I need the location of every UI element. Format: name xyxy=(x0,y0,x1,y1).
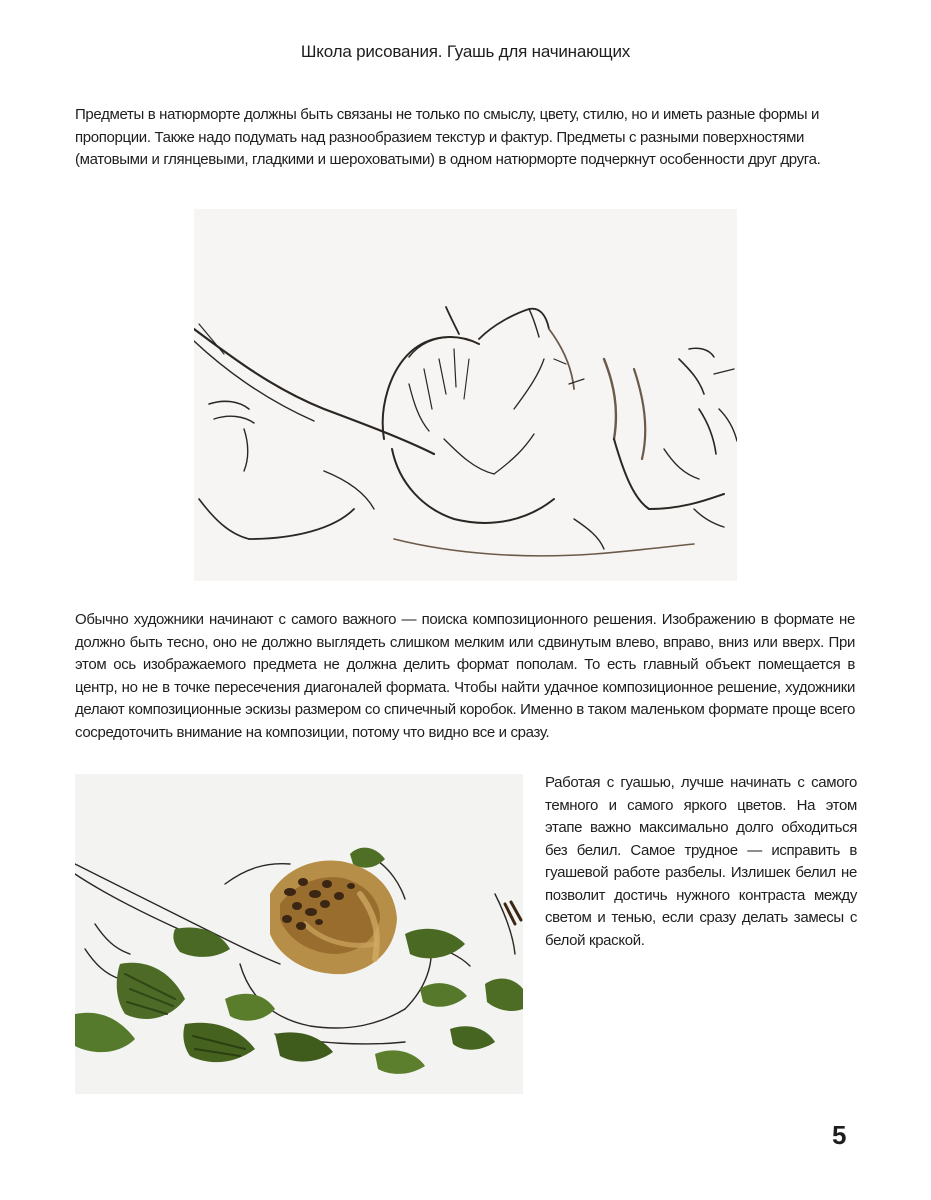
sketch-outline-illustration xyxy=(194,209,737,581)
paragraph-gouache-tips: Работая с гуашью, лучше начинать с самого темного и самого яркого цветов. На этом этапе важно максимально долго обходиться без белил. Самое трудное — исправить в гуашевой работе разбелы. Излишек белил не позволит достичь нужного контраста между светом и тенью, если сразу делать замесы с белой краской. xyxy=(545,774,857,949)
page-number: 5 xyxy=(832,1120,846,1150)
paragraph-intro: Предметы в натюрморте должны быть связаны не только по смыслу, цвету, стилю, но и иметь разные формы и пропорции. Также надо подумать над разнообразием текстур и фактур. Предметы с разными поверхностями (матовыми и глянцевыми, гладкими и шероховатыми) в одном натюрморте подчеркнут особенности друг друга. xyxy=(75,106,821,168)
page-title: Школа рисования. Гуашь для начинающих xyxy=(300,42,631,61)
paragraph-composition: Обычно художники начинают с самого важного — поиска композиционного решения. Изображению в формате не должно быть тесно, оно не должно выглядеть слишком мелким или сдвинутым влево, вправо, вниз или вверх. При этом ось изображаемого предмета не должна делить формат пополам. То есть главный объект помещается в центр, но не в точке пересечения диагоналей формата. Чтобы найти удачное композиционное решение, художники делают композиционные эскизы размером со спичечный коробок. Именно в таком маленьком формате проще всего сосредоточить внимание на композиции, потому что видно все и сразу. xyxy=(75,611,855,741)
gouache-painting-illustration xyxy=(75,774,523,1094)
